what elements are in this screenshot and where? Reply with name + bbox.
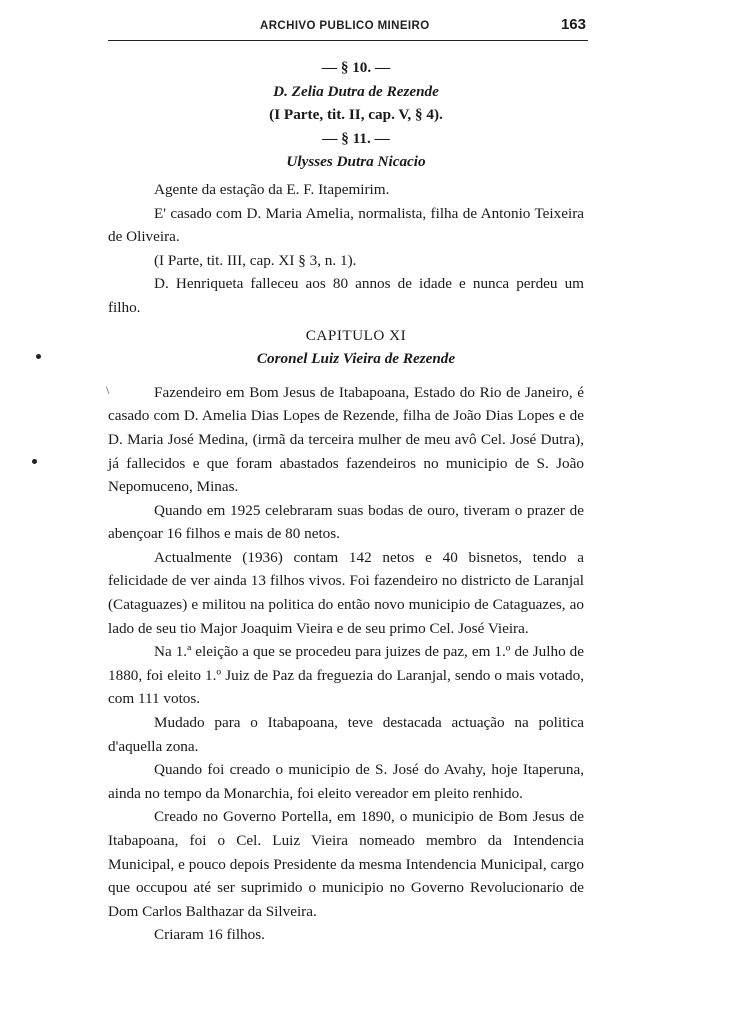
chapter-heading: CAPITULO XI: [305, 326, 407, 344]
page-number: 163: [560, 16, 586, 33]
section-heading: — § 11. —: [322, 129, 390, 147]
chapter-name: Coronel Luiz Vieira de Rezende: [256, 350, 456, 368]
paragraph: Quando foi creado o municipio de S. José do Avahy, hoje Itaperuna, ainda no tempo da Monarchia, foi eleito vereador em pleito renhido.: [108, 761, 584, 802]
paragraph: Mudado para o Itabapoana, teve destacada actuação na politica d'aquella zona.: [108, 714, 584, 755]
margin-dot: [36, 354, 41, 359]
section-heading: — § 10. —: [321, 59, 391, 76]
margin-dot: [32, 459, 37, 464]
paragraph: Agente da estação da E. F. Itapemirim.: [154, 180, 390, 198]
margin-mark: \: [106, 383, 110, 397]
paragraph: Creado no Governo Portella, em 1890, o municipio de Bom Jesus de Itabapoana, foi o Cel. Luiz Vieira nomeado membro da Intendencia Municipal, e pouco depois Presidente da mesma Intendencia Municipal, cargo que occupou até ser suprimido o municipio no Governo Revolucionario de Dom Carlos Balthazar da Silveira.: [108, 808, 584, 920]
reference: (I Parte, tit. II, cap. V, § 4).: [269, 106, 443, 124]
paragraph: Actualmente (1936) contam 142 netos e 40 bisnetos, tendo a felicidade de ver ainda 13 filhos vivos. Foi fazendeiro no districto de Laranjal (Cataguazes) e militou na politica do então novo municipio de Cataguazes, ao lado de seu tio Major Joaquim Vieira e de seu primo Cel. José Vieira.: [108, 548, 584, 637]
page-header: [108, 14, 588, 41]
paragraph: Fazendeiro em Bom Jesus de Itabapoana, Estado do Rio de Janeiro, é casado com D. Amelia Dias Lopes de Rezende, filha de João Dias Lopes e de D. Maria José Medina, (irmã da terceira mulher de meu avô Cel. José Dutra), já fallecidos e que foram abastados fazendeiros no municipio de S. João Nepomuceno, Minas.: [108, 383, 584, 496]
paragraph: (I Parte, tit. III, cap. XI § 3, n. 1).: [154, 251, 357, 269]
person-name: D. Zelia Dutra de Rezende: [273, 82, 439, 100]
page-body: [108, 56, 584, 947]
paragraph: Na 1.ª eleição a que se procedeu para juizes de paz, em 1.º de Julho de 1880, foi eleito 1.º Juiz de Paz da freguezia do Laranjal, sendo o mais votado, com 111 votos.: [108, 643, 584, 708]
running-title: ARCHIVO PUBLICO MINEIRO: [260, 20, 430, 32]
paragraph: D. Henriqueta falleceu aos 80 annos de idade e nunca perdeu um filho.: [108, 275, 584, 316]
paragraph: Quando em 1925 celebraram suas bodas de ouro, tiveram o prazer de abençoar 16 filhos e mais de 80 netos.: [108, 501, 584, 543]
paragraph: Criaram 16 filhos.: [154, 926, 265, 944]
person-name: Ulysses Dutra Nicacio: [286, 153, 426, 171]
paragraph: E' casado com D. Maria Amelia, normalista, filha de Antonio Teixeira de Oliveira.: [108, 204, 584, 246]
